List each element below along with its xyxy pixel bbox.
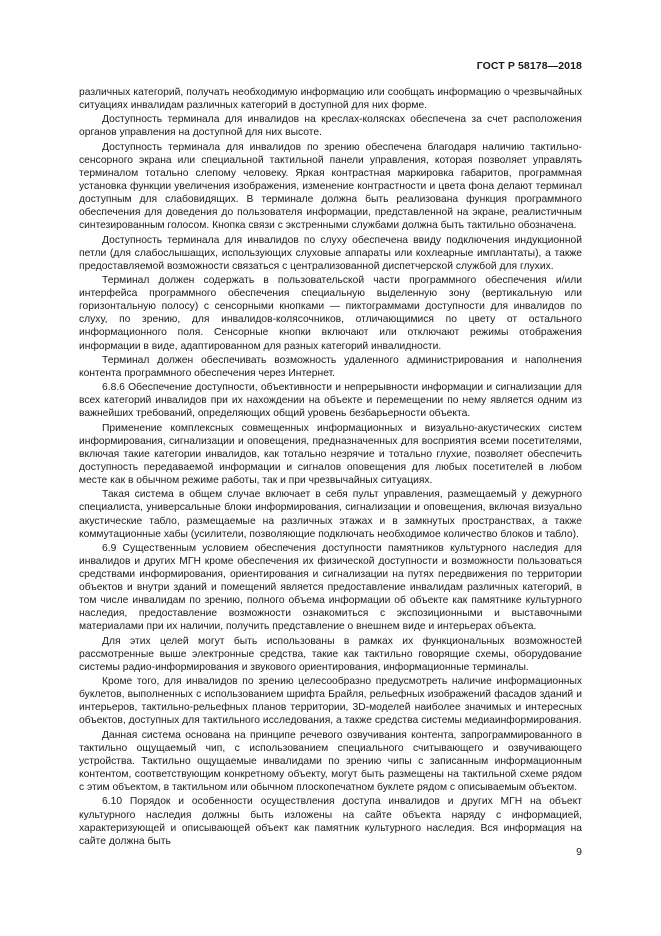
paragraph: Доступность терминала для инвалидов по слуху обеспечена ввиду подключения индукционной петли (для слабослышащих, использующих слуховые аппараты или кохлеарные имплантаты), а также предоставляемой возможности связаться с централизованной диспетчерской службой для глухих.	[79, 234, 582, 272]
paragraph: Для этих целей могут быть использованы в рамках их функциональных возможностей рассмотренные выше электронные средства, такие как тактильно говорящие схемы, оборудование системы радио-информирования и звукового ориентирования, информационные терминалы.	[79, 635, 582, 673]
paragraph: Кроме того, для инвалидов по зрению целесообразно предусмотреть наличие информационных буклетов, выполненных с использованием шрифта Брайля, рельефных изображений фасадов зданий и интерьеров, тактильно-рельефных планов территории, 3D-моделей наиболее значимых и интересных объектов, доступных для тактильного исследования, а также средства системы медиаинформирования.	[79, 676, 582, 727]
paragraph: Терминал должен содержать в пользовательской части программного обеспечения и/или интерфейса программного обеспечения специальную выделенную зону (вертикальную или горизонтальную полосу) с сенсорными кнопками — пиктограммами доступности для инвалидов по слуху, по зрению, для инвалидов-колясочников, отличающимися по цвету от остального информационного поля. Сенсорные кнопки включают или отключают режимы отображения информации в виде, адаптированном для разных категорий инвалидности.	[79, 275, 582, 352]
paragraph: различных категорий, получать необходимую информацию или сообщать информацию о чрезвычайных ситуациях инвалидам различных категорий в доступной для них форме.	[79, 87, 582, 112]
section-6-10-paragraph: 6.10 Порядок и особенности осуществления доступа инвалидов и других МГН на объект культурного наследия должны быть изложены на сайте объекта наряду с информацией, характеризующей и описывающей объект как памятник культурного наследия. Вся информация на сайте должна быть	[79, 796, 582, 847]
page-number: 9	[576, 846, 582, 858]
paragraph: Применение комплексных совмещенных информационных и визуально-акустических систем информирования, сигнализации и оповещения, предназначенных для восприятия всеми посетителями, включая такие категории инвалидов, как тотально незрячие и тотально глухие, позволяет обеспечить доступность передаваемой информации и сигналов оповещения для любых посетителей в любом месте как в обычном режиме работы, так и при чрезвычайных ситуациях.	[79, 422, 582, 487]
paragraph: Терминал должен обеспечивать возможность удаленного администрирования и наполнения контента программного обеспечения через Интернет.	[79, 354, 582, 379]
paragraph: Данная система основана на принципе речевого озвучивания контента, запрограммированного в тактильно ощущаемый чип, с использованием специального считывающего и озвучивающего устройства. Тактильно ощущаемые инвалидами по зрению чипы с записанным информационным контентом, соответствующим конкретному объекту, могут быть размещены на тактильной схеме рядом с этим объектом, в тактильном или обычном плоскопечатном буклете рядом с описываемым объектом.	[79, 729, 582, 794]
document-body	[79, 86, 582, 849]
section-6-8-6-paragraph: 6.8.6 Обеспечение доступности, объективности и непрерывности информации и сигнализации для всех категорий инвалидов при их нахождении на объекте и перемещении по нему является одним из важнейших требований, определяющих общий уровень безбарьерности объекта.	[79, 382, 582, 420]
paragraph: Доступность терминала для инвалидов по зрению обеспечена благодаря наличию тактильно-сенсорного экрана или специальной тактильной панели управления, которая позволяет управлять терминалом тотально слепому человеку. Яркая контрастная маркировка габаритов, программная установка функции увеличения изображения, изменение контрастности и цвета фона делают терминал доступным для слабовидящих. В терминале должна быть реализована функция программного обеспечения для доведения до пользователя информации, представленной на экране, реалистичным синтезированным голосом. Кнопка связи с экстренными службами должна быть тактильно обозначена.	[79, 141, 582, 232]
document-standard-header: ГОСТ Р 58178—2018	[476, 60, 582, 72]
section-6-9-paragraph: 6.9 Существенным условием обеспечения доступности памятников культурного наследия для инвалидов и других МГН кроме обеспечения их физической доступности и возможности пользоваться средствами информирования, ориентирования и сигнализации на путях передвижения по территории объектов и внутри зданий и помещений является предоставление инвалидам различных категорий, в том числе инвалидам по зрению, полного объема информации об объекте как памятнике культурного наследия, предоставление возможности ознакомиться с экспозиционными и выставочными материалами при их наличии, получить представление о внешнем виде и интерьерах объекта.	[79, 542, 582, 633]
paragraph: Доступность терминала для инвалидов на креслах-колясках обеспечена за счет расположения органов управления на доступной для них высоте.	[79, 114, 582, 139]
paragraph: Такая система в общем случае включает в себя пульт управления, размещаемый у дежурного специалиста, универсальные блоки информирования, сигнализации и оповещения, включая визуально акустические табло, размещаемые на различных этажах и в замкнутых пространствах, а также коммутационные хабы (усилители, позволяющие подключать необходимое количество блоков и табло).	[79, 489, 582, 540]
